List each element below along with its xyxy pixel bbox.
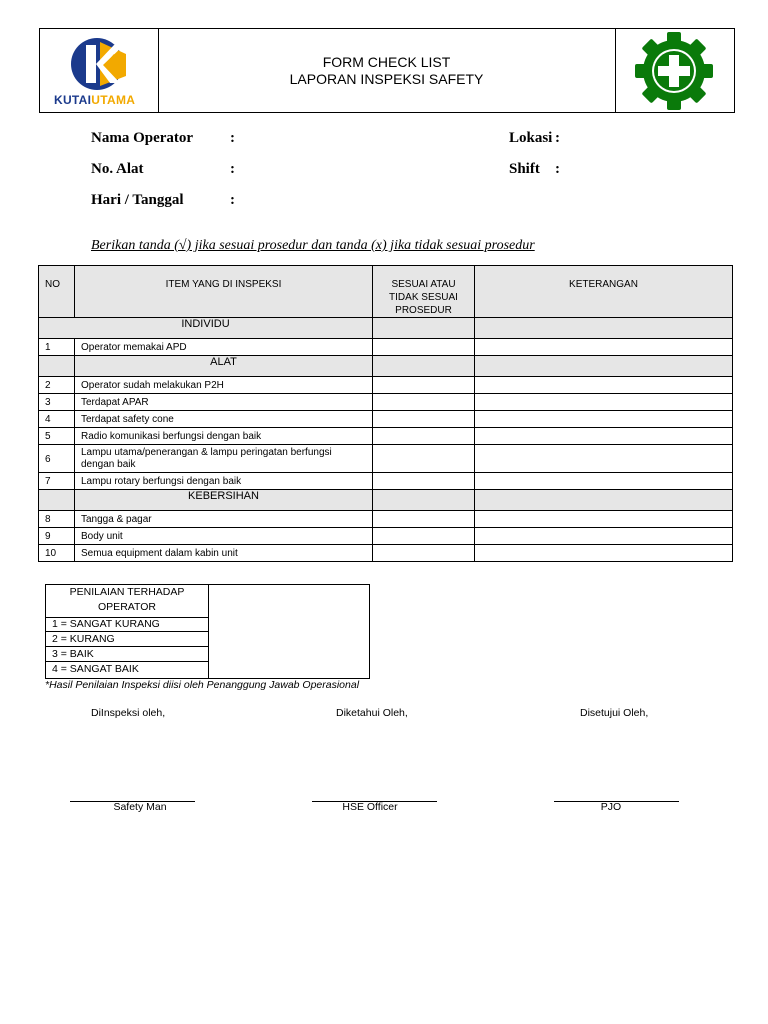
status-cell[interactable]	[373, 528, 475, 545]
form-title	[158, 29, 616, 112]
sig-role-pjo: PJO	[600, 801, 622, 813]
instruction-text: Berikan tanda (√) jika sesuai prosedur dan tanda (x) jika tidak sesuai prosedur	[91, 238, 535, 253]
row-item: Body unit	[75, 528, 373, 545]
row-no: 9	[39, 528, 75, 545]
keterangan-cell[interactable]	[475, 473, 733, 490]
group-no-cell	[39, 356, 75, 377]
penilaian-score-field[interactable]	[209, 585, 369, 678]
group-label-individu: INDIVIDU	[39, 318, 373, 339]
title-line-2: LAPORAN INSPEKSI SAFETY	[289, 71, 484, 87]
row-no: 10	[39, 545, 75, 562]
kutai-utama-logo-icon	[70, 36, 128, 92]
status-cell[interactable]	[373, 490, 475, 511]
title-line-1: FORM CHECK LIST	[322, 54, 451, 70]
keterangan-cell[interactable]	[475, 528, 733, 545]
sig-role-hse-officer: HSE Officer	[342, 801, 398, 813]
brand-name: KUTAIUTAMA	[54, 93, 136, 107]
keterangan-cell[interactable]	[475, 394, 733, 411]
row-item: Terdapat safety cone	[75, 411, 373, 428]
keterangan-cell[interactable]	[475, 511, 733, 528]
table-header-row	[39, 266, 733, 318]
status-cell[interactable]	[373, 318, 475, 339]
label-lokasi: Lokasi	[509, 130, 553, 146]
sig-approved-label: Disetujui Oleh,	[580, 707, 649, 719]
row-item: Lampu rotary berfungsi dengan baik	[75, 473, 373, 490]
row-no: 8	[39, 511, 75, 528]
colon-no-alat: :	[230, 161, 235, 177]
status-cell[interactable]	[373, 339, 475, 356]
keterangan-cell[interactable]	[475, 377, 733, 394]
penilaian-note: *Hasil Penilaian Inspeksi diisi oleh Penanggung Jawab Operasional	[45, 679, 360, 691]
sig-known-label: Diketahui Oleh,	[336, 707, 408, 719]
keterangan-cell[interactable]	[475, 445, 733, 473]
keterangan-cell[interactable]	[475, 318, 733, 339]
group-row-alat	[39, 356, 733, 377]
row-no: 7	[39, 473, 75, 490]
penilaian-box	[45, 584, 370, 679]
colon-shift: :	[555, 161, 560, 177]
group-label-kebersihan: KEBERSIHAN	[75, 490, 373, 511]
status-cell[interactable]	[373, 356, 475, 377]
row-item: Radio komunikasi berfungsi dengan baik	[75, 428, 373, 445]
form-header	[39, 28, 735, 113]
row-item: Operator memakai APD	[75, 339, 373, 356]
company-logo	[40, 29, 159, 112]
keterangan-cell[interactable]	[475, 428, 733, 445]
scale-item: 4 = SANGAT BAIK	[52, 663, 139, 675]
group-no-cell	[39, 490, 75, 511]
safety-cross-gear-icon	[632, 32, 716, 110]
sig-role-safety-man: Safety Man	[113, 801, 167, 813]
row-item: Lampu utama/penerangan & lampu peringatan berfungsi dengan baik	[75, 445, 373, 473]
table-row	[39, 394, 733, 411]
group-label-alat: ALAT	[75, 356, 373, 377]
status-cell[interactable]	[373, 545, 475, 562]
row-no: 4	[39, 411, 75, 428]
label-no-alat: No. Alat	[91, 161, 144, 177]
row-item: Tangga & pagar	[75, 511, 373, 528]
colon-lokasi: :	[555, 130, 560, 146]
header-no: NO	[39, 266, 75, 318]
status-cell[interactable]	[373, 473, 475, 490]
label-hari-tanggal: Hari / Tanggal	[91, 192, 184, 208]
row-item: Terdapat APAR	[75, 394, 373, 411]
row-no: 1	[39, 339, 75, 356]
table-row	[39, 411, 733, 428]
row-no: 6	[39, 445, 75, 473]
penilaian-title: PENILAIAN TERHADAP OPERATOR	[46, 585, 208, 618]
table-row	[39, 528, 733, 545]
row-no: 5	[39, 428, 75, 445]
keterangan-cell[interactable]	[475, 356, 733, 377]
safety-emblem	[615, 29, 734, 112]
table-row	[39, 545, 733, 562]
inspection-table	[38, 265, 733, 562]
header-sesuai: SESUAI ATAU TIDAK SESUAI PROSEDUR	[373, 266, 475, 318]
row-no: 2	[39, 377, 75, 394]
colon-hari-tanggal: :	[230, 192, 235, 208]
label-nama-operator: Nama Operator	[91, 130, 194, 146]
label-shift: Shift	[509, 161, 540, 177]
table-row	[39, 377, 733, 394]
keterangan-cell[interactable]	[475, 411, 733, 428]
keterangan-cell[interactable]	[475, 545, 733, 562]
keterangan-cell[interactable]	[475, 339, 733, 356]
status-cell[interactable]	[373, 411, 475, 428]
table-row	[39, 428, 733, 445]
row-item: Operator sudah melakukan P2H	[75, 377, 373, 394]
row-item: Semua equipment dalam kabin unit	[75, 545, 373, 562]
header-item: ITEM YANG DI INSPEKSI	[75, 266, 373, 318]
sig-inspected-label: DiInspeksi oleh,	[91, 707, 166, 719]
group-row-kebersihan	[39, 490, 733, 511]
group-row-individu	[39, 318, 733, 339]
scale-item: 3 = BAIK	[46, 647, 208, 662]
keterangan-cell[interactable]	[475, 490, 733, 511]
header-keterangan: KETERANGAN	[475, 266, 733, 318]
status-cell[interactable]	[373, 377, 475, 394]
table-row	[39, 473, 733, 490]
penilaian-legend	[46, 585, 209, 678]
status-cell[interactable]	[373, 428, 475, 445]
table-row	[39, 511, 733, 528]
scale-item: 2 = KURANG	[46, 632, 208, 647]
status-cell[interactable]	[373, 445, 475, 473]
status-cell[interactable]	[373, 511, 475, 528]
status-cell[interactable]	[373, 394, 475, 411]
row-no: 3	[39, 394, 75, 411]
colon-nama-operator: :	[230, 130, 235, 146]
table-row	[39, 339, 733, 356]
table-row	[39, 445, 733, 473]
scale-item: 1 = SANGAT KURANG	[46, 617, 208, 632]
